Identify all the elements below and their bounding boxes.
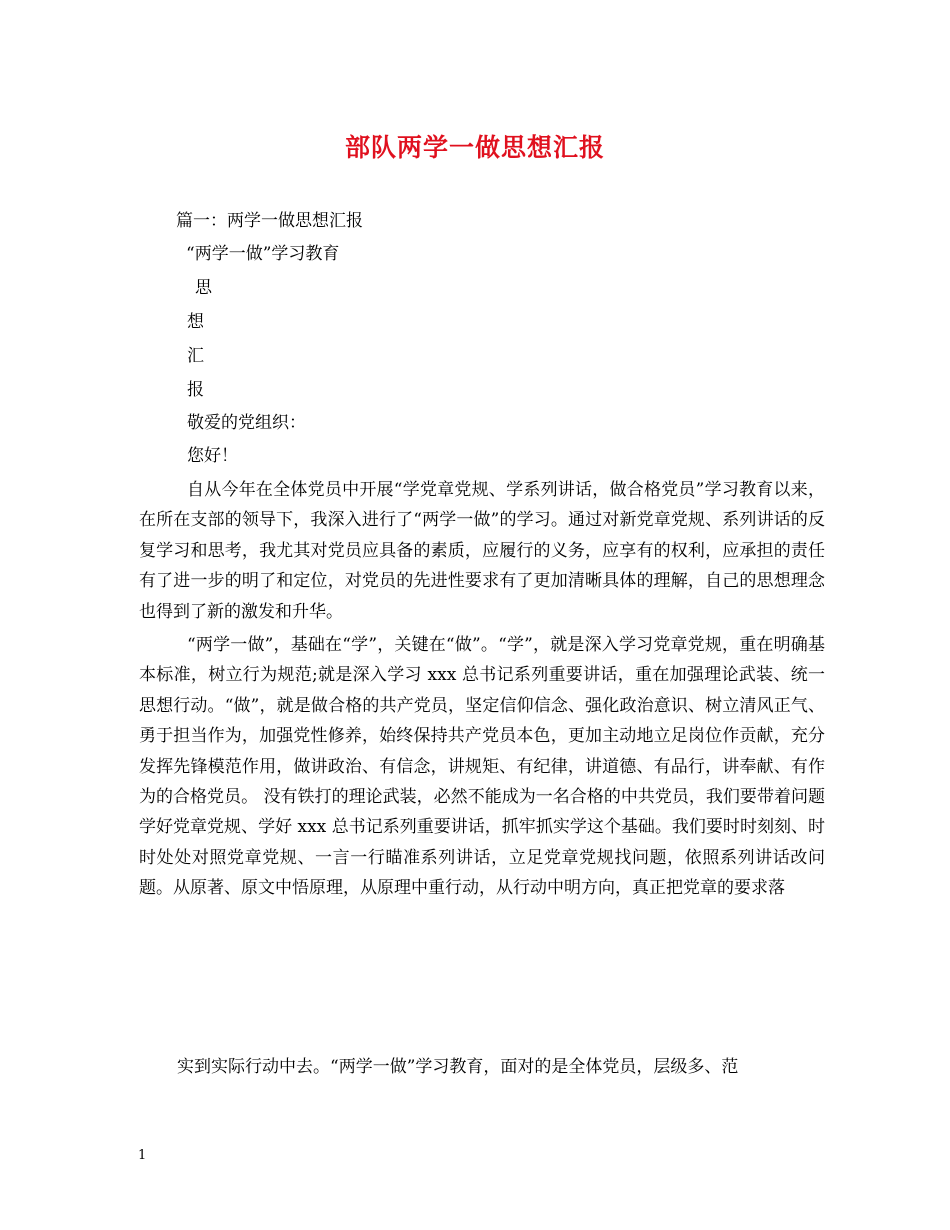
vertical-char: 报 bbox=[187, 380, 204, 400]
vertical-char: 思 bbox=[195, 278, 212, 298]
vertical-char: 想 bbox=[187, 312, 204, 332]
salutation: 敬爱的党组织： bbox=[187, 413, 306, 433]
vertical-char: 汇 bbox=[187, 346, 204, 366]
greeting: 您好！ bbox=[187, 446, 238, 466]
paragraph: 自从今年在全体党员中开展“学党章党规、学系列讲话，做合格党员”学习教育以来，在所在支部的领导下，我深入进行了“两学一做”的学习。通过对新党章党规、系列讲话的反复学习和思考，我尤其对党员应具备的素质，应履行的义务，应享有的权利，应承担的责任有了进一步的明了和定位，对党员的先进性要求有了更加清晰具体的理解，自己的思想理念也得到了新的激发和升华。 bbox=[139, 480, 825, 622]
paragraph: “两学一做”，基础在“学”，关键在“做”。“学”，就是深入学习党章党规，重在明确基本标准，树立行为规范;就是深入学习 xxx 总书记系列重要讲话，重在加强理论武装、统一思想行动。“做”，就是做合格的共产党员，坚定信仰信念、强化政治意识、树立清风正气、勇于担当作为，加强党性修养，始终保持共产党员本色，更加主动地立足岗位作贡献，充分发挥先锋模范作用，做讲政治、有信念，讲规矩、有纪律，讲道德、有品行，讲奉献、有作为的合格党员。 没有铁打的理论武装，必然不能成为一名合格的中共党员，我们要带着问题学好党章党规、学好 xxx 总书记系列重要讲话，抓牢抓实学这个基础。我们要时时刻刻、时时处处对照党章党规、一言一行瞄准系列讲话，立足党章党规找问题，依照系列讲话改问题。从原著、原文中悟原理，从原理中重行动，从行动中明方向，真正把党章的要求落 bbox=[139, 635, 825, 899]
page-number: 1 bbox=[138, 1148, 147, 1163]
subheading: “两学一做”学习教育 bbox=[186, 244, 340, 264]
section-heading: 篇一：两学一做思想汇报 bbox=[176, 211, 363, 231]
paragraph: 实到实际行动中去。“两学一做”学习教育，面对的是全体党员，层级多、范 bbox=[177, 1057, 739, 1077]
document-title: 部队两学一做思想汇报 bbox=[344, 133, 605, 162]
